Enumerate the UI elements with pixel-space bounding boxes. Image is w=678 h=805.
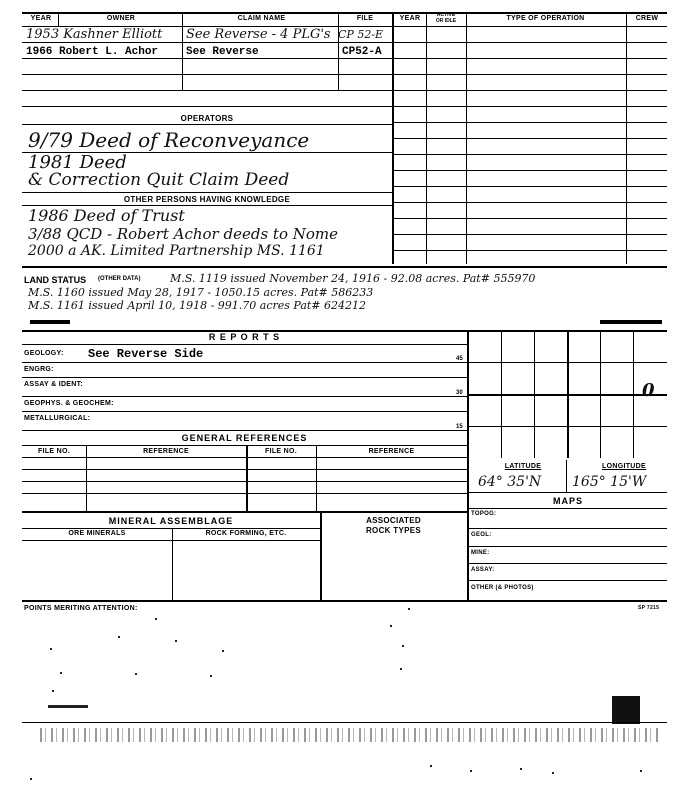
right-row-line: [392, 202, 667, 203]
right-row-line: [392, 106, 667, 107]
operator-entry-2: 1981 Deed: [28, 152, 127, 173]
speck: [30, 778, 32, 780]
file-entry-1: CP 52-E: [338, 28, 384, 41]
or-idle-label: OR IDLE: [435, 18, 457, 24]
latitude-label: LATITUDE: [504, 463, 542, 470]
header-crew: CREW: [635, 15, 659, 22]
land-status-sub: (OTHER DATA): [98, 276, 141, 282]
other-persons-top: [22, 192, 392, 193]
bottom-rule: [22, 722, 667, 723]
reports-title-line: [22, 344, 467, 345]
right-row-line: [392, 234, 667, 235]
geology-value: See Reverse Side: [88, 347, 204, 361]
right-row-line: [392, 42, 667, 43]
grid-line-mid: [469, 394, 667, 396]
land-status-label: LAND STATUS: [24, 275, 87, 285]
claim-entry-1: See Reverse - 4 PLG's: [186, 27, 331, 42]
rock-forming-label: ROCK FORMING, ETC.: [205, 530, 287, 537]
mineral-assemblage-title: MINERAL ASSEMBLAGE: [108, 516, 234, 526]
grid-line: [469, 426, 667, 427]
owner-row-line: [22, 90, 392, 91]
speck: [400, 668, 402, 670]
land-status-line-1: M.S. 1119 issued November 24, 1916 - 92.08 acres. Pat# 555970: [170, 272, 536, 285]
scan-mark: [600, 320, 662, 324]
right-row-line: [392, 58, 667, 59]
right-row-line: [392, 138, 667, 139]
speck: [135, 673, 137, 675]
grid-marker: 0: [642, 380, 655, 401]
speck: [430, 765, 432, 767]
maps-topog-label: TOPOG:: [471, 511, 497, 517]
owner-row-line: [22, 58, 392, 59]
land-status-top: [22, 266, 667, 268]
reports-line: [22, 377, 467, 378]
mineral-col: [172, 528, 173, 600]
scan-mark: [30, 320, 70, 324]
header-file: FILE: [356, 15, 374, 22]
speck: [520, 768, 522, 770]
speck: [210, 675, 212, 677]
file-entry-2: CP52-A: [342, 46, 382, 58]
geology-label: GEOLOGY:: [24, 350, 64, 357]
active-label: ACTIVE: [436, 12, 456, 18]
header-active-or-idle: [426, 12, 466, 24]
maps-assay-label: ASSAY:: [471, 567, 495, 573]
speck: [408, 608, 410, 610]
gen-ref-file-no-1: FILE NO.: [38, 448, 70, 455]
reports-line: [22, 396, 467, 397]
scale-30: 30: [456, 390, 463, 396]
maps-mine-label: MINE:: [471, 550, 490, 556]
maps-line: [469, 546, 667, 547]
speck: [118, 636, 120, 638]
mineral-top: [22, 511, 467, 513]
gen-ref-line: [22, 481, 467, 482]
other-persons-title: OTHER PERSONS HAVING KNOWLEDGE: [123, 195, 291, 204]
geophys-label: GEOPHYS. & GEOCHEM:: [24, 400, 114, 407]
speck: [50, 648, 52, 650]
assay-label: ASSAY & IDENT:: [24, 381, 84, 388]
right-row-line: [392, 74, 667, 75]
owner-row-line: [22, 74, 392, 75]
maps-line: [469, 563, 667, 564]
scan-mark: [48, 705, 88, 708]
reports-line: [22, 362, 467, 363]
speck: [640, 770, 642, 772]
gen-ref-col: [316, 445, 317, 511]
col-sep: [58, 12, 59, 26]
header-claim-name: CLAIM NAME: [237, 15, 286, 22]
maps-line: [469, 528, 667, 529]
associated-label: [320, 516, 467, 536]
longitude-value: 165° 15'W: [572, 474, 647, 490]
scale-15: 15: [456, 424, 463, 430]
header-owner: OWNER: [106, 15, 136, 22]
other-person-entry-2: 3/88 QCD - Robert Achor deeds to Nome: [28, 225, 338, 243]
lat-long-sep: [566, 460, 567, 492]
speck: [470, 770, 472, 772]
maps-title: MAPS: [552, 496, 583, 506]
points-top: [22, 600, 667, 602]
maps-other-label: OTHER (& PHOTOS): [471, 585, 534, 591]
scale-45: 45: [456, 356, 463, 362]
owner-row-line: [22, 42, 392, 43]
mineral-line: [22, 528, 320, 529]
gen-ref-line: [22, 445, 467, 446]
grid-line: [469, 362, 667, 363]
owner-entry-1: 1953 Kashner Elliott: [26, 27, 163, 42]
maps-line: [469, 508, 667, 509]
other-person-entry-1: 1986 Deed of Trust: [28, 206, 185, 225]
general-references-title: GENERAL REFERENCES: [181, 433, 308, 443]
header-type-of-operation: TYPE OF OPERATION: [506, 15, 585, 22]
maps-line: [469, 580, 667, 581]
form-number: SP 7215: [638, 605, 660, 611]
associated-line-2: ROCK TYPES: [365, 526, 421, 535]
header-year-2: YEAR: [399, 15, 421, 22]
reports-title: R E P O R T S: [208, 332, 281, 342]
header-year: YEAR: [30, 15, 52, 22]
scan-block: [612, 696, 640, 724]
col-sep: [338, 12, 339, 90]
gen-ref-line: [22, 493, 467, 494]
speck: [175, 640, 177, 642]
operator-entry-1: 9/79 Deed of Reconveyance: [28, 128, 310, 152]
location-grid: [469, 332, 667, 458]
points-meriting-attention-label: POINTS MERITING ATTENTION:: [24, 605, 138, 612]
gen-ref-col-mid: [246, 445, 248, 511]
speck: [60, 672, 62, 674]
operator-entry-3: & Correction Quit Claim Deed: [28, 170, 290, 190]
other-person-entry-3: 2000 a AK. Limited Partnership MS. 1161: [28, 243, 325, 259]
right-row-line: [392, 90, 667, 91]
gen-ref-reference-2: REFERENCE: [368, 448, 415, 455]
col-sep: [182, 12, 183, 90]
owner-row-line: [22, 106, 392, 107]
land-status-line-2: M.S. 1160 issued May 28, 1917 - 1050.15 acres. Pat# 586233: [28, 286, 374, 299]
reports-line: [22, 430, 467, 431]
speck: [52, 690, 54, 692]
ore-minerals-label: ORE MINERALS: [68, 530, 126, 537]
engrg-label: ENGRG:: [24, 366, 54, 373]
maps-geol-label: GEOL:: [471, 532, 492, 538]
speck: [402, 645, 404, 647]
header-row: [22, 12, 667, 26]
reports-line: [22, 411, 467, 412]
associated-line-1: ASSOCIATED: [366, 516, 421, 525]
lat-long-line: [469, 492, 667, 493]
gen-ref-col: [86, 445, 87, 511]
land-status-line-3: M.S. 1161 issued April 10, 1918 - 991.70 acres Pat# 624212: [28, 299, 367, 312]
owner-entry-2: 1966 Robert L. Achor: [26, 46, 159, 58]
right-row-line: [392, 186, 667, 187]
operators-line: [22, 124, 392, 125]
speck: [155, 618, 157, 620]
gen-ref-line: [22, 457, 467, 458]
speck: [552, 772, 554, 774]
gen-ref-line: [22, 469, 467, 470]
right-row-line: [392, 170, 667, 171]
operators-title: OPERATORS: [180, 114, 234, 123]
right-row-line: [392, 218, 667, 219]
longitude-label: LONGITUDE: [602, 463, 646, 470]
mineral-line: [22, 540, 320, 541]
gen-ref-file-no-2: FILE NO.: [265, 448, 297, 455]
claim-entry-2: See Reverse: [186, 46, 259, 58]
right-row-line: [392, 250, 667, 251]
metallurgical-label: METALLURGICAL:: [24, 415, 91, 422]
latitude-value: 64° 35'N: [478, 474, 542, 490]
speck: [222, 650, 224, 652]
right-row-line: [392, 154, 667, 155]
scan-noise: [40, 728, 660, 742]
right-row-line: [392, 122, 667, 123]
gen-ref-reference-1: REFERENCE: [143, 448, 189, 455]
speck: [390, 625, 392, 627]
